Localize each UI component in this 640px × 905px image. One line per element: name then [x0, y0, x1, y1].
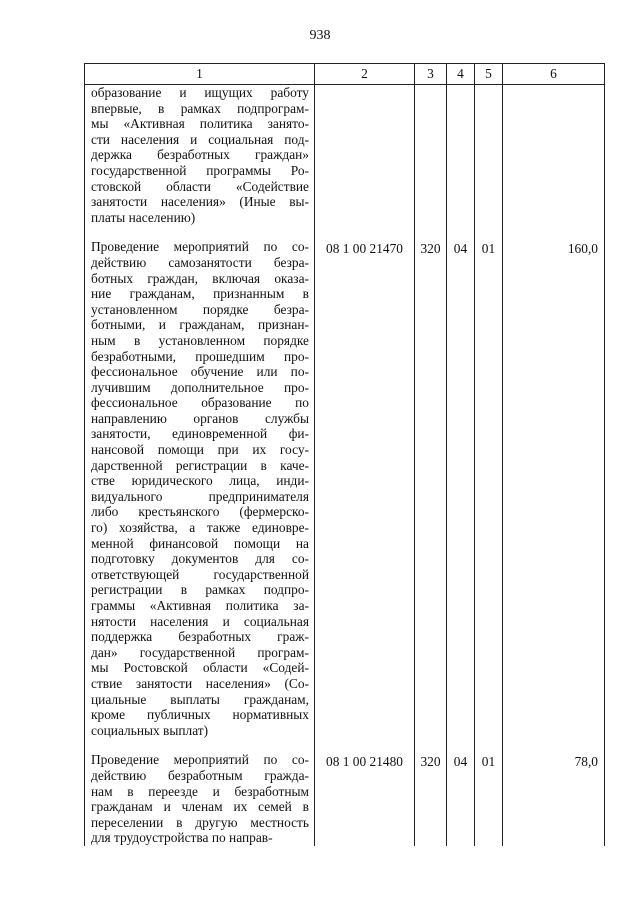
expense-type-cell — [415, 85, 447, 226]
amount-cell: 160,0 — [503, 239, 605, 738]
column-header: 4 — [447, 64, 475, 85]
page-number: 938 — [309, 28, 331, 43]
description-line: фессиональное обучение или по- — [91, 364, 309, 380]
row-description — [85, 239, 315, 738]
description-line: менной финансовой помощи на — [91, 535, 309, 551]
description-line: Проведение мероприятий по со- — [91, 239, 309, 255]
row-spacer — [85, 225, 605, 239]
description-line: поддержка безработных граж- — [91, 629, 309, 645]
description-line: для трудоустройства по направ- — [91, 830, 273, 846]
amount-cell: 78,0 — [503, 752, 605, 846]
description-line: государственной программы Ро- — [91, 162, 309, 178]
target-code-cell — [315, 85, 415, 226]
description-line: нятости населения и социальная — [91, 613, 309, 629]
section-cell: 04 — [447, 239, 475, 738]
description-line: держка безработных граждан» — [91, 147, 309, 163]
description-line: дарственной регистрации в каче- — [91, 457, 309, 473]
row-spacer — [85, 738, 605, 752]
description-line: подготовку документов для со- — [91, 551, 309, 567]
spacer-cell — [315, 225, 415, 239]
description-line: впервые, в рамках подпрограм- — [91, 100, 309, 116]
spacer-cell — [85, 738, 315, 752]
target-code-cell: 08 1 00 21480 — [315, 752, 415, 846]
spacer-cell — [475, 225, 503, 239]
description-line: кроме публичных нормативных — [91, 707, 309, 723]
description-line: Проведение мероприятий по со- — [91, 752, 309, 768]
budget-table — [84, 63, 605, 846]
description-line: нам в переезде и безработным — [91, 783, 309, 799]
description-line: нансовой помощи при их госу- — [91, 442, 309, 458]
column-header: 5 — [475, 64, 503, 85]
expense-type-cell: 320 — [415, 239, 447, 738]
description-line: дан» государственной програм- — [91, 644, 309, 660]
description-line: направлению органов службы — [91, 410, 309, 426]
row-description — [85, 85, 315, 226]
description-line: мы «Активная политика занято- — [91, 116, 309, 132]
spacer-cell — [415, 738, 447, 752]
target-code-cell: 08 1 00 21470 — [315, 239, 415, 738]
description-line: гражданам и членам их семей в — [91, 799, 309, 815]
description-line: либо крестьянского (фермерско- — [91, 504, 309, 520]
subsection-cell: 01 — [475, 752, 503, 846]
description-line: ние гражданам, признанным в — [91, 286, 309, 302]
description-line: го) хозяйства, а также единовре- — [91, 520, 309, 536]
spacer-cell — [415, 225, 447, 239]
table-header-row — [85, 64, 605, 85]
description-line: занятости населения» (Иные вы- — [91, 194, 309, 210]
description-line: фессиональное образование по — [91, 395, 309, 411]
description-line: безработными, прошедшим про- — [91, 348, 309, 364]
description-line: граммы «Активная политика за- — [91, 598, 309, 613]
description-line: переселении в другую местность — [91, 814, 309, 830]
spacer-cell — [475, 738, 503, 752]
description-line: действию самозанятости безра- — [91, 254, 309, 270]
description-line: установленном порядке безра- — [91, 301, 309, 317]
description-line: мы Ростовской области «Содей- — [91, 660, 309, 676]
spacer-cell — [85, 225, 315, 239]
table-row — [85, 239, 605, 738]
column-header: 1 — [85, 64, 315, 85]
expense-type-cell: 320 — [415, 752, 447, 846]
row-description — [85, 752, 315, 846]
column-header: 6 — [503, 64, 605, 85]
description-line: ствие занятости населения» (Со- — [91, 675, 309, 691]
description-line: занятости, единовременной фи- — [91, 426, 309, 442]
description-line: ответствующей государственной — [91, 566, 309, 582]
description-line: регистрации в рамках подпро- — [91, 582, 309, 598]
spacer-cell — [503, 738, 605, 752]
table-row — [85, 752, 605, 846]
description-line: образование и ищущих работу — [91, 85, 309, 100]
description-line: ным в установленном порядке — [91, 332, 309, 348]
description-line: платы населению) — [91, 209, 196, 225]
column-header: 2 — [315, 64, 415, 85]
description-line: стве юридического лица, инди- — [91, 473, 309, 489]
spacer-cell — [503, 225, 605, 239]
description-line: видуального предпринимателя — [91, 488, 309, 504]
description-line: циальные выплаты гражданам, — [91, 691, 309, 707]
description-line: социальных выплат) — [91, 722, 209, 738]
description-line: ботных граждан, включая оказа- — [91, 270, 309, 286]
description-line: действию безработным гражда- — [91, 767, 309, 783]
amount-cell — [503, 85, 605, 226]
description-line: ботными, и гражданам, признан- — [91, 317, 309, 333]
description-line: стовской области «Содействие — [91, 178, 309, 194]
section-cell: 04 — [447, 752, 475, 846]
section-cell — [447, 85, 475, 226]
spacer-cell — [447, 738, 475, 752]
subsection-cell — [475, 85, 503, 226]
column-header: 3 — [415, 64, 447, 85]
description-line: сти населения и социальная под- — [91, 131, 309, 147]
spacer-cell — [447, 225, 475, 239]
spacer-cell — [315, 738, 415, 752]
table-row — [85, 85, 605, 226]
description-line: лучившим дополнительное про- — [91, 379, 309, 395]
subsection-cell: 01 — [475, 239, 503, 738]
